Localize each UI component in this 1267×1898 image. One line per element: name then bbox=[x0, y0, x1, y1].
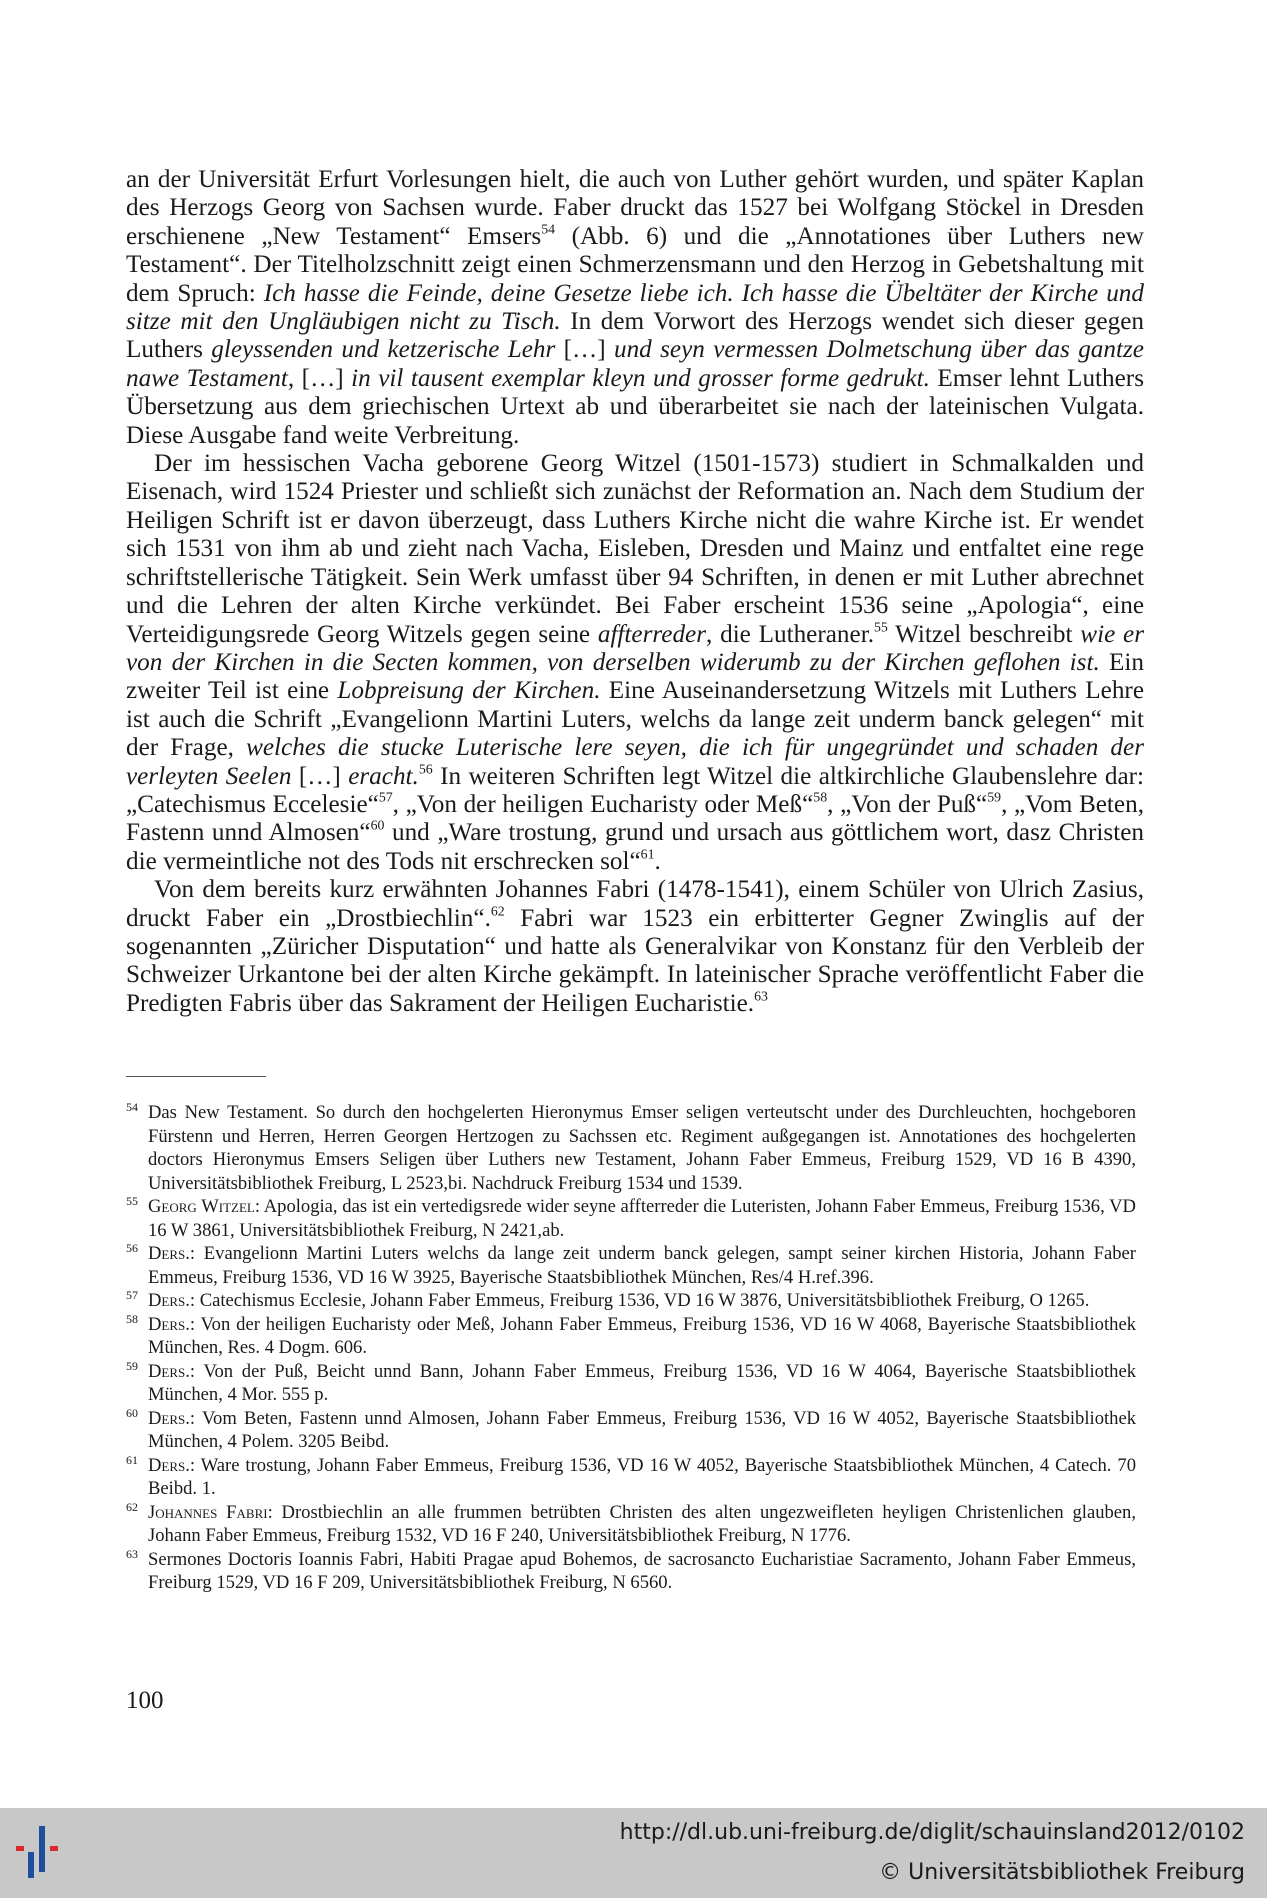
text-run: : Apologia, das ist ein vertedigsrede wider seyne affterreder die Luteristen, Johann Faber Emmeus, Freiburg 1536, VD 16 W 3861, Universitätsbibliothek Freiburg, N 2421,ab. bbox=[148, 1196, 1136, 1241]
text-run: Fabri war 1523 ein erbitterter Gegner Zwinglis auf der sogenannten „Züricher Disputation“ und hatte als Generalvikar von Konstanz für den Verbleib der Schweizer Urkantone bei der alten Kirche gekämpft. In lateinischer Sprache veröffentlicht Faber die Predigten Fabris über das Sakrament der Heiligen Eucharistie. bbox=[126, 904, 1145, 1017]
footnote-57 bbox=[126, 1289, 1136, 1313]
text-run: Ein zweiter Teil ist eine bbox=[126, 648, 1144, 705]
footnote-number: 57 bbox=[126, 1288, 138, 1302]
source-url[interactable]: http://dl.ub.uni-freiburg.de/diglit/schauinsland2012/0102 bbox=[619, 1820, 1245, 1845]
italic-quote: welches die stucke Luterische lere seyen, die ich für ungegründet und schaden der verleyten Seelen bbox=[126, 734, 1144, 790]
author-name: Ders. bbox=[148, 1243, 190, 1264]
author-name: Ders. bbox=[148, 1407, 190, 1429]
footnote-58 bbox=[126, 1313, 1136, 1360]
footnote-56 bbox=[126, 1242, 1136, 1289]
footnote-number: 60 bbox=[126, 1405, 138, 1420]
footnote-54 bbox=[126, 1101, 1136, 1195]
footnote-ref: 60 bbox=[370, 817, 385, 833]
footnote-number: 59 bbox=[126, 1358, 138, 1373]
footnote-ref: 55 bbox=[874, 619, 888, 635]
footnote-59 bbox=[126, 1360, 1136, 1407]
footnote-63 bbox=[126, 1548, 1136, 1595]
footnote-ref: 56 bbox=[418, 761, 433, 777]
text-run: […] bbox=[555, 336, 614, 364]
footnote-ref: 58 bbox=[813, 789, 828, 805]
footnote-60 bbox=[126, 1407, 1136, 1454]
footnote-number: 58 bbox=[126, 1311, 138, 1326]
italic-quote: gleyssenden und ketzerische Lehr bbox=[211, 336, 556, 364]
text-run: : Drostbiechlin an alle frummen betrübten Christen des alten ungezweifleten heyligen Christenlichen glauben, Johann Faber Emmeus, Freiburg 1532, VD 16 F 240, Universitätsbibliothek Freiburg, N 1776. bbox=[148, 1501, 1137, 1546]
footnote-ref: 62 bbox=[490, 903, 505, 919]
paragraph bbox=[126, 876, 1144, 1018]
footnote-61 bbox=[126, 1454, 1136, 1501]
text-run: Das New Testament. So durch den hochgelerten Hieronymus Emser seligen verteutscht under des Durchleuchten, hochgeboren Fürstenn und Herren, Herren Georgen Hertzogen zu Sachssen etc. Regiment außgegangen ist. Annotationes des hochgelerten doctors Hieronymus Emsers Seligen über Luthers new Testament, Johann Faber Emmeus, Freiburg 1529, VD 16 B 4390, Universitätsbibliothek Freiburg, L 2523,bi. Nachdruck Freiburg 1534 und 1539. bbox=[148, 1102, 1136, 1194]
text-run: […] bbox=[294, 364, 352, 392]
footnote-number: 55 bbox=[126, 1194, 138, 1208]
footnotes bbox=[126, 1101, 1136, 1595]
footnote-55 bbox=[126, 1195, 1136, 1242]
text-run: , „Von der heiligen Eucharisty oder Meß“ bbox=[392, 790, 814, 818]
text-run: In dem Vorwort des Herzogs wendet sich dieser gegen Luthers bbox=[126, 308, 1144, 364]
footnote-number: 63 bbox=[126, 1546, 138, 1561]
footnote-ref: 54 bbox=[541, 221, 556, 237]
italic-quote: und seyn vermessen Dolmetschung über das gantze nawe Testament, bbox=[126, 336, 1144, 392]
text-run: Von dem bereits kurz erwähnten Johannes Fabri (1478-1541), einem Schüler von Ulrich Zasius, druckt Faber ein „Drostbiechlin“. bbox=[126, 876, 1144, 932]
text-run: : Von der Puß, Beicht unnd Bann, Johann Faber Emmeus, Freiburg 1536, VD 16 W 4064, Bayerische Staatsbibliothek München, 4 Mor. 555 p. bbox=[148, 1360, 1136, 1405]
text-run: : Catechismus Ecclesie, Johann Faber Emmeus, Freiburg 1536, VD 16 W 3876, Universitätsbibliothek Freiburg, O 1265. bbox=[189, 1290, 1090, 1311]
author-name: Ders. bbox=[148, 1454, 190, 1476]
italic-quote: affterreder bbox=[597, 620, 707, 648]
text-run: , „Vom Beten, Fastenn unnd Almosen“ bbox=[126, 790, 1145, 847]
ub-freiburg-logo-icon bbox=[12, 1826, 82, 1882]
footnote-ref: 63 bbox=[754, 988, 768, 1004]
footnote-62 bbox=[126, 1501, 1136, 1548]
text-run: Witzel beschreibt bbox=[887, 620, 1081, 648]
text-run: : Evangelionn Martini Luters welchs da lange zeit underm banck gelegen, sampt seiner kirchen Historia, Johann Faber Emmeus, Freiburg 1536, VD 16 W 3925, Bayerische Staatsbibliothek München, Res/4 H.ref.396. bbox=[148, 1243, 1136, 1288]
italic-quote: eracht. bbox=[348, 762, 419, 790]
italic-quote: wie er von der Kirchen in die Secten kommen, von derselben widerumb zu der Kirchen geflohen ist. bbox=[126, 620, 1144, 676]
footnote-ref: 59 bbox=[987, 789, 1002, 805]
italic-quote: in vil tausent exemplar kleyn und grosser forme gedrukt. bbox=[351, 364, 930, 392]
text-run: : Von der heiligen Eucharisty oder Meß, Johann Faber Emmeus, Freiburg 1536, VD 16 W 4068, Bayerische Staatsbibliothek München, Res. 4 Dogm. 606. bbox=[148, 1313, 1136, 1358]
footnote-number: 62 bbox=[126, 1499, 138, 1514]
paragraph bbox=[126, 166, 1144, 450]
copyright-notice: © Universitätsbibliothek Freiburg bbox=[879, 1860, 1245, 1885]
text-run: […] bbox=[291, 762, 349, 790]
italic-quote: Ich hasse die Feinde, deine Gesetze liebe ich. Ich hasse die Übeltäter der Kirche und sitze mit den Ungläubigen nicht zu Tisch. bbox=[126, 279, 1144, 336]
text-run: : Vom Beten, Fastenn unnd Almosen, Johann Faber Emmeus, Freiburg 1536, VD 16 W 4052, Bayerische Staatsbibliothek München, 4 Polem. 3205 Beibd. bbox=[148, 1407, 1136, 1452]
text-run: (Abb. 6) und die „Annotationes über Luthers new Testament“. Der Titelholzschnitt zeigt einen Schmerzensmann und den Herzog in Gebetshaltung mit dem Spruch: bbox=[126, 222, 1145, 307]
footnote-ref: 57 bbox=[378, 789, 393, 805]
footnote-number: 54 bbox=[126, 1100, 138, 1114]
paragraph bbox=[126, 450, 1144, 876]
page-number: 100 bbox=[126, 1687, 164, 1714]
author-name: Johannes Fabri bbox=[148, 1501, 268, 1523]
author-name: Georg Witzel bbox=[148, 1196, 255, 1217]
author-name: Ders. bbox=[148, 1313, 190, 1335]
author-name: Ders. bbox=[148, 1290, 190, 1311]
text-run: In weiteren Schriften legt Witzel die altkirchliche Glaubenslehre dar: „Catechismus Eccelesie“ bbox=[126, 762, 1145, 818]
text-run: an der Universität Erfurt Vorlesungen hielt, die auch von Luther gehört wurden, und später Kaplan des Herzogs Georg von Sachsen wurde. Faber druckt das 1527 bei Wolfgang Stöckel in Dresden erschienene „New Testament“ Emsers bbox=[126, 166, 1144, 250]
text-run: Der im hessischen Vacha geborene Georg Witzel (1501-1573) studiert in Schmalkalden und Eisenach, wird 1524 Priester und schließt sich zunächst der Reformation an. Nach dem Studium der Heiligen Schrift ist er davon überzeugt, dass Luthers Kirche nicht die wahre Kirche ist. Er wendet sich 1531 von ihm ab und zieht nach Vacha, Eisleben, Dresden und Mainz und entfaltet eine rege schriftstellerische Tätigkeit. Sein Werk umfasst über 94 Schriften, in denen er mit Luther abrechnet und die Lehren der alten Kirche verkündet. Bei Faber erscheint 1536 seine „Apologia“, eine Verteidigungsrede Georg Witzels gegen seine bbox=[126, 450, 1144, 648]
text-run: , die Lutheraner. bbox=[706, 620, 874, 648]
text-run: Eine Auseinandersetzung Witzels mit Luthers Lehre ist auch die Schrift „Evangelionn Martini Luters, welchs da lange zeit underm banck gelegen“ mit der Frage, bbox=[126, 677, 1144, 762]
body-text bbox=[126, 166, 1144, 1018]
footnote-number: 56 bbox=[126, 1241, 138, 1255]
italic-quote: Lobpreisung der Kirchen. bbox=[337, 677, 601, 705]
text-run: Emser lehnt Luthers Übersetzung aus dem griechischen Urtext ab und überarbeitet sie nach der lateinischen Vulgata. Diese Ausgabe fand weite Verbreitung. bbox=[126, 364, 1144, 449]
text-run: , „Von der Puß“ bbox=[827, 790, 988, 818]
text-run: . bbox=[654, 847, 661, 875]
text-run: und „Ware trostung, grund und ursach aus göttlichem wort, dasz Christen die vermeintliche not des Tods nit erschrecken sol“ bbox=[126, 819, 1144, 875]
author-name: Ders. bbox=[148, 1360, 190, 1382]
text-run: Sermones Doctoris Ioannis Fabri, Habiti Pragae apud Bohemos, de sacrosancto Eucharistiae Sacramento, Johann Faber Emmeus, Freiburg 1529, VD 16 F 209, Universitätsbibliothek Freiburg, N 6560. bbox=[148, 1548, 1136, 1593]
footnote-number: 61 bbox=[126, 1452, 138, 1467]
footnote-ref: 61 bbox=[640, 846, 655, 862]
text-run: : Ware trostung, Johann Faber Emmeus, Freiburg 1536, VD 16 W 4052, Bayerische Staatsbibliothek München, 4 Catech. 70 Beibd. 1. bbox=[148, 1454, 1136, 1499]
footnote-divider bbox=[126, 1076, 266, 1077]
footer-bar bbox=[0, 1808, 1267, 1898]
